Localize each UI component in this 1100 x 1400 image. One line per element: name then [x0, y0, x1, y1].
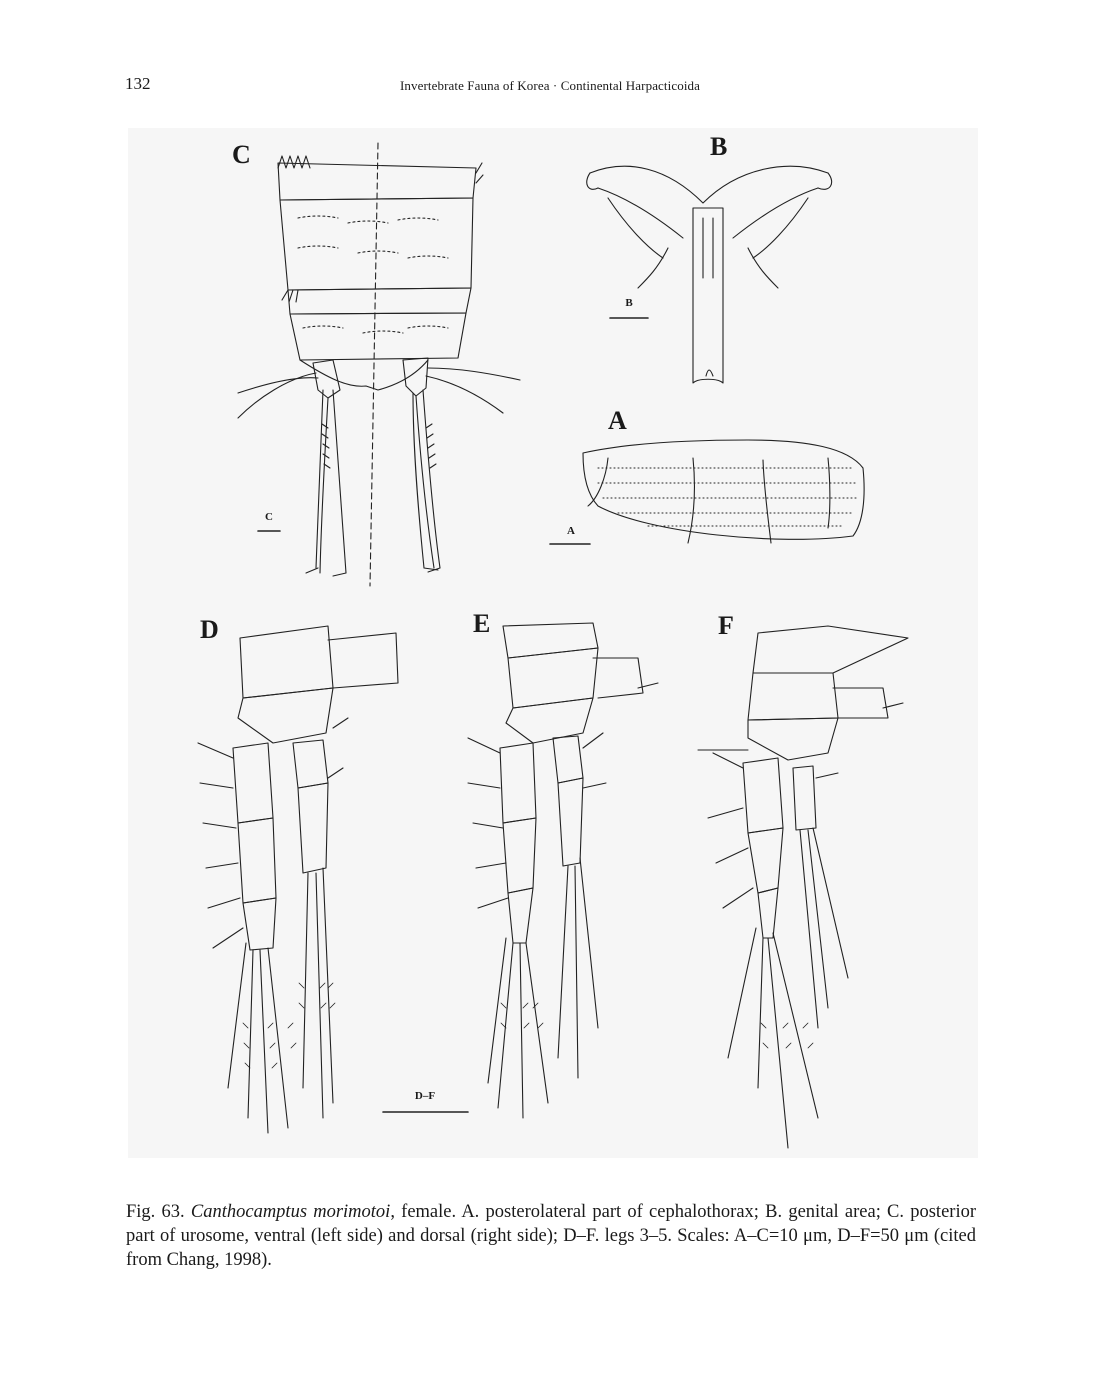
caption-species: Canthocamptus morimotoi [190, 1202, 391, 1222]
caption-text: , female. A. posterolateral part of cephalothorax; B. genital area; C. posterior part of urosome, ventral (left side) and dorsal (right side); D–F. legs 3–5. Scales: A–C=10 μm, D–F=50 μm (cited from Chang, 1998). [126, 1202, 976, 1270]
panel-label-d: D [200, 615, 219, 644]
scale-label-df: D–F [414, 1090, 436, 1102]
figure-drawings [128, 128, 978, 1158]
panel-label-c: C [232, 140, 251, 169]
drawing-b-genital-area [587, 166, 832, 383]
page-number: 132 [125, 74, 151, 93]
drawing-d-leg-3 [198, 626, 398, 1133]
figure-plate [128, 128, 978, 1158]
drawing-a-cephalothorax [583, 440, 864, 543]
scale-label-a: A [567, 525, 575, 537]
figure-caption [126, 1200, 976, 1272]
panel-label-f: F [718, 611, 734, 640]
running-head: Invertebrate Fauna of Korea · Continental Harpacticoida [399, 78, 701, 93]
panel-label-a: A [608, 406, 627, 435]
caption-fig-label: Fig. 63. [126, 1202, 185, 1222]
scale-label-c: C [265, 511, 273, 523]
drawing-f-leg-5 [698, 626, 908, 1148]
panel-label-e: E [473, 609, 491, 638]
scale-label-b: B [625, 297, 633, 309]
panel-label-b: B [710, 132, 728, 161]
drawing-e-leg-4 [468, 623, 658, 1118]
